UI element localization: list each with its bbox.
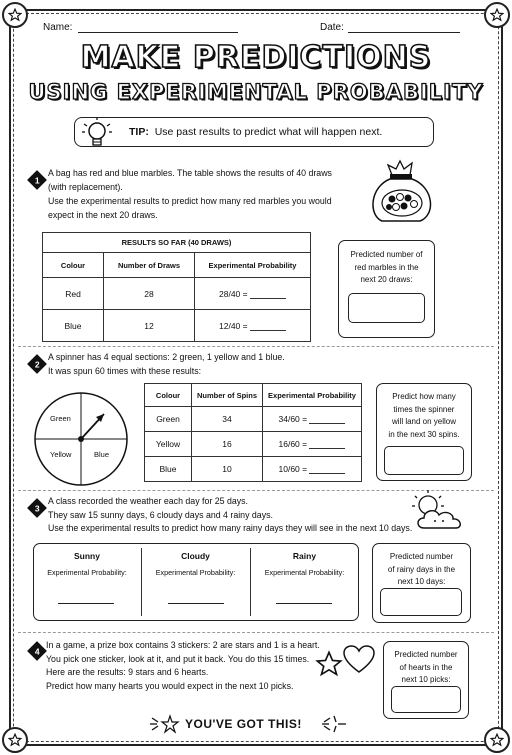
table-row: Blue 12 12/40 = [43,310,311,342]
q2-answer-box[interactable] [384,446,464,475]
q1-prediction-box: Predicted number of red marbles in the next 20 draws: [338,240,435,338]
q1-results-table [42,232,311,342]
question-number: 2 [27,354,47,374]
marble-bag-icon [362,157,442,232]
weather-column-title: Rainy [292,551,317,561]
footer-message: YOU'VE GOT THIS! [185,717,302,731]
q1-answer-box[interactable] [348,293,425,323]
column-header: Colour [145,384,192,407]
name-label: Name: [43,22,73,33]
date-field[interactable] [348,32,460,33]
name-field[interactable] [78,32,238,33]
answer-blank[interactable] [250,290,286,299]
question-number: 3 [27,498,47,518]
q3-text: A class recorded the weather each day for 25 days. They saw 15 sunny days, 6 cloudy days and 4 rainy days. Use the experimental results to predict how many rainy days they will see in the next 10 days. [48,496,413,533]
weather-column-title: Cloudy [181,551,210,561]
corner-star-icon [484,2,510,28]
answer-blank[interactable] [309,415,345,424]
q4-prediction-box: Predicted number of hearts in the next 10 picks: [383,641,469,719]
sparkle-icon [150,714,180,739]
corner-star-icon [484,727,510,753]
sparkle-icon [322,714,348,739]
corner-star-icon [2,727,28,753]
q2-prediction-box: Predict how many times the spinner will land on yellow in the next 30 spins. [376,383,472,481]
page-subtitle: USING EXPERIMENTAL PROBABILITY [28,80,484,104]
table-row: Red 28 28/40 = [43,278,311,310]
answer-blank[interactable] [309,440,345,449]
column-header: Number of Spins [192,384,263,407]
q4-answer-box[interactable] [391,686,461,713]
column-header: Colour [43,253,104,278]
q4-text: In a game, a prize box contains 3 stickers: 2 are stars and 1 is a heart. You pick one sticker, look at it, and put it back. You do this 15 times. Here are the results: 9 stars and 6 hearts. Predict how many hearts you would expect in the next 10 picks. [46,640,320,691]
column-header: Number of Draws [104,253,195,278]
column-label: Experimental Probability: [47,568,127,577]
star-icon [315,650,343,683]
spinner [32,390,130,493]
column-header: Experimental Probability [195,253,311,278]
tip-label: TIP: [129,126,149,138]
corner-star-icon [2,2,28,28]
spinner-label: Green [50,414,71,423]
question-number: 4 [27,641,47,661]
sun-cloud-icon [402,488,472,537]
answer-blank[interactable] [250,322,286,331]
answer-blank[interactable] [309,465,345,474]
column-label: Experimental Probability: [264,568,345,577]
column-header: Experimental Probability [263,384,362,407]
spinner-label: Yellow [50,450,72,459]
date-label: Date: [320,22,344,33]
q1-text: A bag has red and blue marbles. The table shows the results of 40 draws (with replacement). Use the experimental results to predict how many red marbles you would expect in the next 20 draws. [48,168,332,220]
q2-results-table [144,383,362,482]
answer-line[interactable] [168,603,224,604]
table-row: Green 34 34/60 = [145,407,362,432]
column-label: Experimental Probability: [155,568,236,577]
table-row: Yellow 16 16/60 = [145,432,362,457]
heart-icon [342,644,376,679]
divider [18,632,494,633]
q3-prediction-box: Predicted number of rainy days in the next 10 days: [372,543,471,623]
question-number: 1 [27,170,47,190]
weather-column-title: Sunny [74,551,100,561]
spinner-label: Blue [94,450,110,459]
tip-text: Use past results to predict what will happen next. [154,126,383,138]
table-title: RESULTS SO FAR (40 DRAWS) [43,233,311,253]
page-title: MAKE PREDICTIONS [80,40,432,75]
q2-text: A spinner has 4 equal sections: 2 green, 1 yellow and 1 blue. It was spun 60 times with these results: [48,352,285,376]
divider [18,346,494,347]
q3-answer-box[interactable] [380,588,462,616]
answer-line[interactable] [276,603,332,604]
table-row: Blue 10 10/60 = [145,457,362,482]
answer-line[interactable] [58,603,114,604]
tip-box [74,117,434,147]
